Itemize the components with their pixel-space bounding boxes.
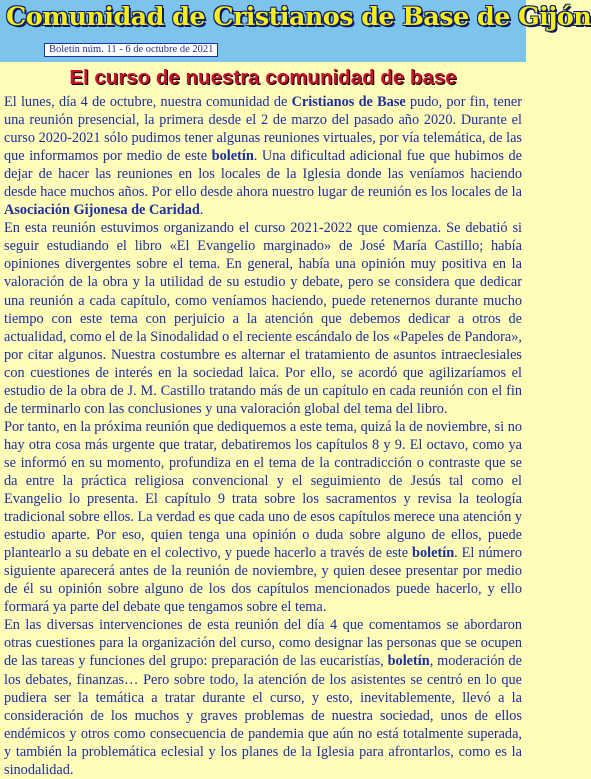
masthead-title: Comunidad de Cristianos de Base de Gijón — [6, 2, 591, 32]
bold-boletin: boletín — [387, 653, 430, 670]
paragraph-1: El lunes, día 4 de octubre, nuestra comunidad de Cristianos de Base pudo, por fin, tener una reunión presencial, la primera desde el 2 de marzo del pasado año 2020. Durante el curso 2020-2021 sólo pudimos tener algunas reuniones virtuales, por vía telemática, de las que informamos por medio de este boletín. Una dificultad adicional fue que hubimos de dejar de hacer las reuniones en los locales de la Iglesia donde las veníamos haciendo desde hace muchos años. Por ello desde ahora nuestro lugar de reunión es los locales de la Asociación Gijonesa de Caridad. — [4, 94, 522, 219]
paragraph-2: En esta reunión estuvimos organizando el curso 2021-2022 que comienza. Se debatió si seguir estudiando el libro «El Evangelio marginado» de José María Castillo; había opiniones divergentes sobre el tema. En general, había una opinión muy positiva en la valoración de la obra y la utilidad de su estudio y debate, pero se considera que dedicar una reunión a cada capítulo, como veníamos haciendo, puede retenernos durante mucho tiempo con este tema con perjuicio a la atención que debemos dedicar a otros de actualidad, como el de la Sinodalidad o el reciente escándalo de los «Papeles de Pandora», por citar algunos. Nuestra costumbre es alternar el tratamiento de asuntos intraeclesiales con cuestiones de interés en la sociedad laica. Por ello, se acordó que agilizaríamos el estudio de la obra de J. M. Castillo tratando más de un capítulo en cada reunión con el fin de terminarlo con las conclusiones y una valoración global del tema del libro. — [4, 220, 522, 417]
bold-boletin: boletín — [211, 148, 254, 165]
bold-asociacion: Asociación Gijonesa de Caridad — [4, 202, 200, 219]
masthead-banner — [0, 0, 591, 62]
issue-label: Boletín núm. 11 - 6 de octubre de 2021 — [44, 43, 218, 57]
bold-boletin: boletín — [412, 545, 455, 562]
bold-cristianos-de-base: Cristianos de Base — [291, 94, 406, 110]
paragraph-3: Por tanto, en la próxima reunión que dediquemos a este tema, quizá la de noviembre, si no hay otra cosa más urgente que tratar, debatiremos los capítulos 8 y 9. El octavo, como ya se informó en su momento, profundiza en el tema de la contradicción o contraste que se da entre la práctica religiosa convencional y el seguimiento de Jesús tal como el Evangelio lo presenta. El capítulo 9 trata sobre los sacramentos y revisa la teología tradicional sobre ellos. La verdad es que cada uno de esos capítulos merece una atención y estudio aparte. Por eso, quien tenga una opinión o duda sobre alguno de ellos, puede plantearlo a su debate en el colectivo, y puede hacerlo a través de este boletín. El número siguiente aparecerá antes de la reunión de noviembre, y quien desee presentar por medio de él su opinión sobre alguno de los dos capítulos mencionados puede hacerlo, y ello formará ya parte del debate que tengamos sobre el tema. — [4, 418, 522, 616]
article-headline: El curso de nuestra comunidad de base — [69, 66, 457, 89]
article-body — [4, 93, 522, 779]
paragraph-4: En las diversas intervenciones de esta reunión del día 4 que comentamos se abordaron otras cuestiones para la organización del curso, como designar las personas que se ocupen de las tareas y funciones del grupo: preparación de las eucaristías, boletín, moderación de los debates, finanzas… Pero sobre todo, la atención de los asistentes se centró en lo que pudiera ser la temática a tratar durante el curso, y esto, inevitablemente, llevó a la consideración de los muchos y graves problemas de nuestra sociedad, unos de ellos endémicos y otros como consecuencia de pandemia que aún no está totalmente superada, y también la problemática eclesial y los planes de la Iglesia para afrontarlos, como es la sinodalidad. — [4, 617, 523, 778]
